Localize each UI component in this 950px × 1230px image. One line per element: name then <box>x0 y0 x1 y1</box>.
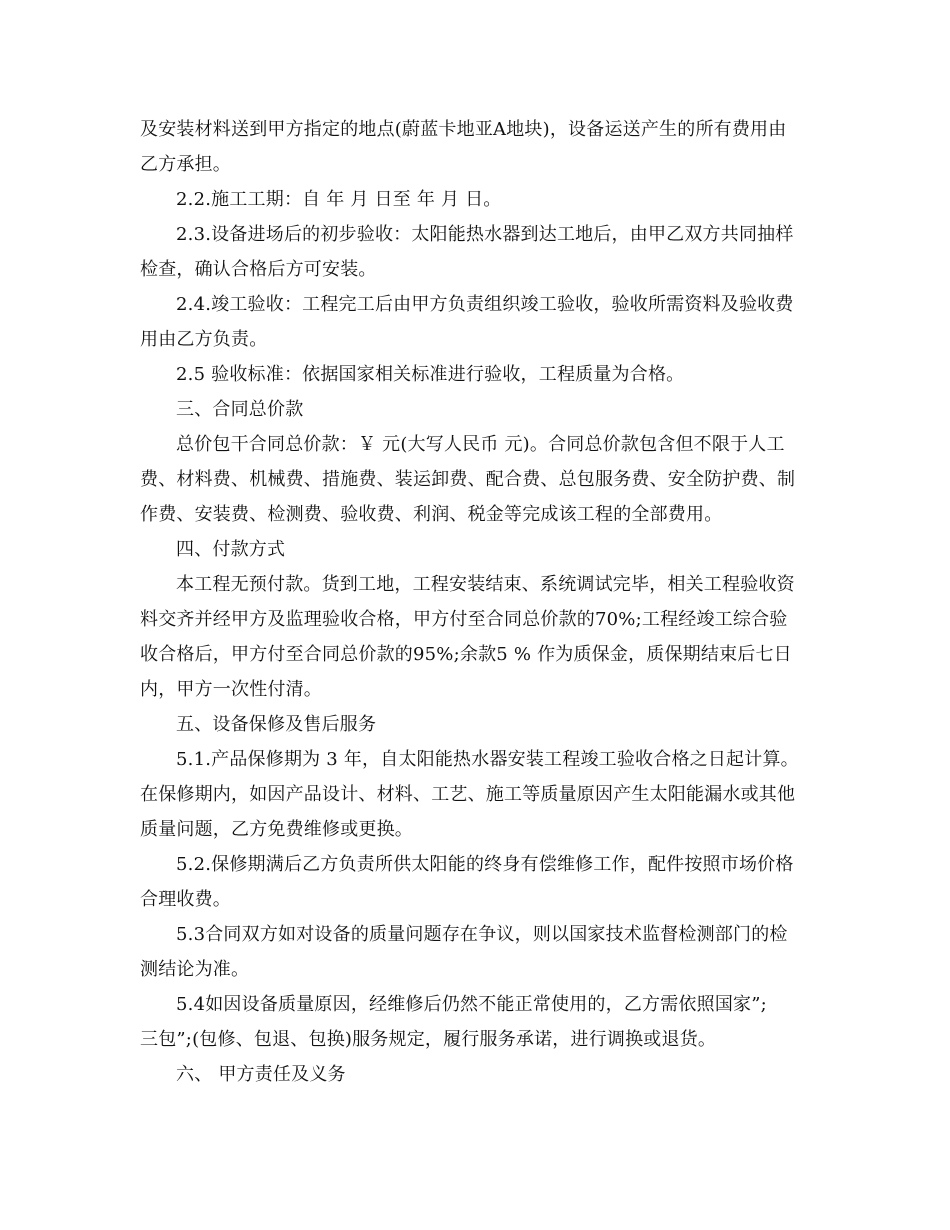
text-line: 5.4如因设备质量原因，经维修后仍然不能正常使用的，乙方需依照国家”; <box>176 994 767 1015</box>
text-line: 在保修期内，如因产品设计、材料、工艺、施工等质量原因产生太阳能漏水或其他 <box>140 784 796 805</box>
text-line: 5.2.保修期满后乙方负责所供太阳能的终身有偿维修工作，配件按照市场价格 <box>176 854 794 875</box>
text-line: 2.5 验收标准：依据国家相关标准进行验收，工程质量为合格。 <box>176 364 685 385</box>
text-line: 乙方承担。 <box>140 154 231 175</box>
text-line: 检查，确认合格后方可安装。 <box>140 259 377 280</box>
text-line: 2.4.竣工验收：工程完工后由甲方负责组织竣工验收，验收所需资料及验收费 <box>176 294 794 315</box>
text-line: 测结论为准。 <box>140 959 250 980</box>
text-line: 总价包干合同总价款：￥ 元(大写人民币 元)。合同总价款包含但不限于人工 <box>176 434 785 455</box>
text-line: 收合格后，甲方付至合同总价款的95%;余款5 % 作为质保金，质保期结束后七日 <box>140 644 792 665</box>
text-line: 本工程无预付款。货到工地，工程安装结束、系统调试完毕，相关工程验收资 <box>176 574 795 595</box>
text-line: 5.1.产品保修期为 3 年，自太阳能热水器安装工程竣工验收合格之日起计算。 <box>176 749 799 770</box>
text-line: 合理收费。 <box>140 889 231 910</box>
text-line: 料交齐并经甲方及监理验收合格，甲方付至合同总价款的70%;工程经竣工综合验 <box>140 609 788 630</box>
text-line: 质量问题，乙方免费维修或更换。 <box>140 819 413 840</box>
section-heading: 五、设备保修及售后服务 <box>176 714 377 735</box>
text-line: 2.2.施工工期：自 年 月 日至 年 月 日。 <box>176 189 502 210</box>
text-line: 内，甲方一次性付清。 <box>140 679 322 700</box>
section-heading: 三、合同总价款 <box>176 399 304 420</box>
section-heading: 六、 甲方责任及义务 <box>176 1064 346 1085</box>
text-line: 作费、安装费、检测费、验收费、利润、税金等完成该工程的全部费用。 <box>140 504 723 525</box>
text-line: 用由乙方负责。 <box>140 329 268 350</box>
text-line: 及安装材料送到甲方指定的地点(蔚蓝卡地亚A地块)，设备运送产生的所有费用由 <box>140 119 787 140</box>
text-line: 三包”;(包修、包退、包换)服务规定，履行服务承诺，进行调换或退货。 <box>140 1029 717 1050</box>
text-line: 2.3.设备进场后的初步验收：太阳能热水器到达工地后，由甲乙双方共同抽样 <box>176 224 794 245</box>
text-line: 5.3合同双方如对设备的质量问题存在争议，则以国家技术监督检测部门的检 <box>176 924 788 945</box>
section-heading: 四、付款方式 <box>176 539 286 560</box>
text-line: 费、材料费、机械费、措施费、装运卸费、配合费、总包服务费、安全防护费、制 <box>140 469 796 490</box>
